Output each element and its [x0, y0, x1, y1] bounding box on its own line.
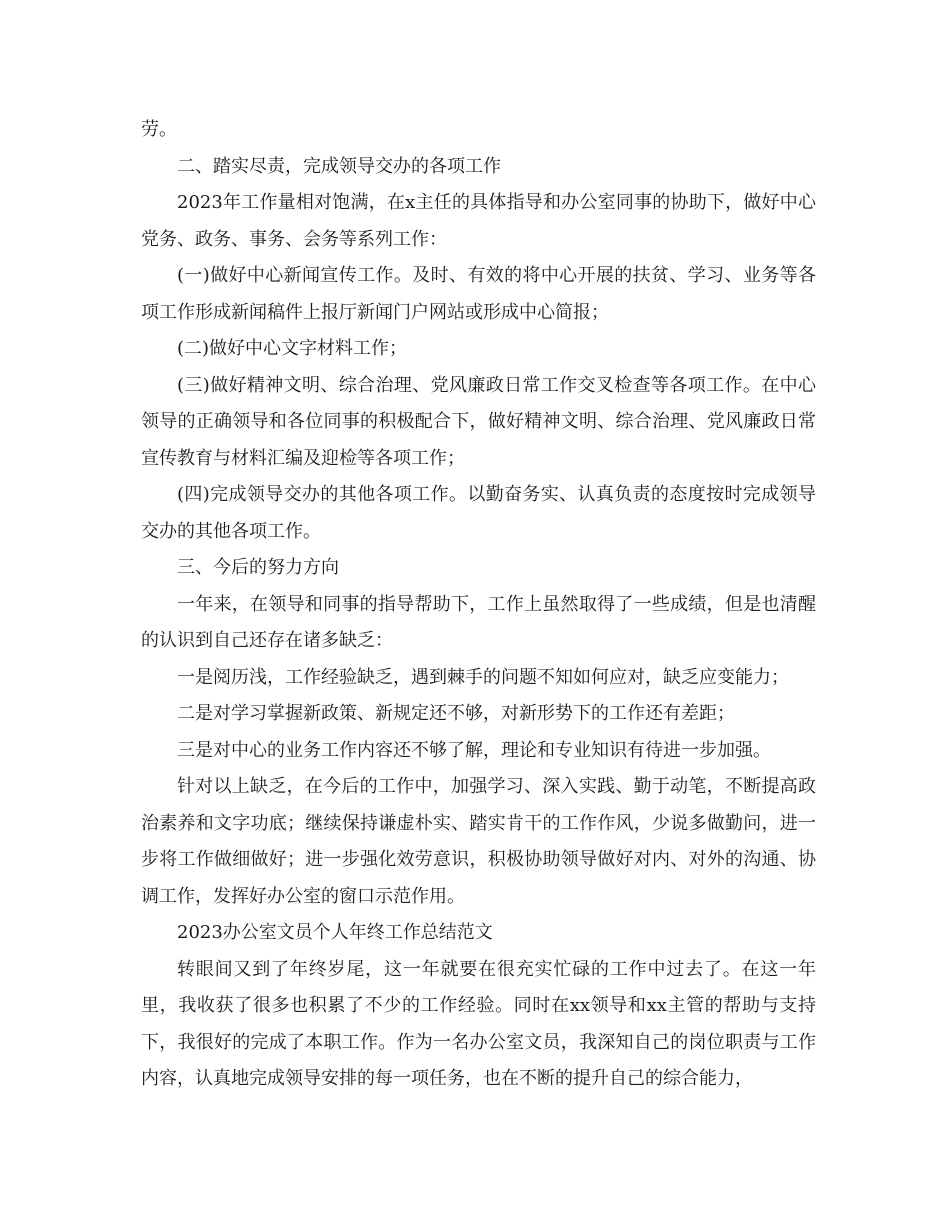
- list-item-4: (四)完成领导交办的其他各项工作。以勤奋务实、认真负责的态度按时完成领导交办的其他各项工作。: [141, 484, 816, 542]
- list-item-1: (一)做好中心新闻宣传工作。及时、有效的将中心开展的扶贫、学习、业务等各项工作形成新闻稿件上报厅新闻门户网站或形成中心简报；: [141, 265, 816, 323]
- section-heading-2: 二、踏实尽责，完成领导交办的各项工作: [177, 155, 501, 177]
- paragraph: 针对以上缺乏，在今后的工作中，加强学习、深入实践、勤于动笔，不断提高政治素养和文字功底；继续保持谦虚朴实、踏实肯干的工作作风，少说多做勤问，进一步将工作做细做好；进一步强化效劳意识，积极协助领导做好对内、对外的沟通、协调工作，发挥好办公室的窗口示范作用。: [141, 776, 816, 907]
- list-item-3: (三)做好精神文明、综合治理、党风廉政日常工作交叉检查等各项工作。在中心领导的正确领导和各位同事的积极配合下，做好精神文明、综合治理、党风廉政日常宣传教育与材料汇编及迎检等各项工作；: [141, 374, 816, 469]
- paragraph: 2023年工作量相对饱满，在x主任的具体指导和办公室同事的协助下，做好中心党务、政务、事务、会务等系列工作：: [141, 192, 816, 250]
- paragraph: 一年来，在领导和同事的指导帮助下，工作上虽然取得了一些成绩，但是也清醒的认识到自己还存在诸多缺乏：: [141, 593, 816, 651]
- section-heading-3: 三、今后的努力方向: [177, 557, 339, 578]
- list-item-2: (二)做好中心文字材料工作；: [177, 338, 408, 359]
- shortcoming-2: 二是对学习掌握新政策、新规定还不够，对新形势下的工作还有差距；: [177, 703, 735, 724]
- shortcoming-1: 一是阅历浅，工作经验缺乏，遇到棘手的问题不知如何应对，缺乏应变能力；: [177, 666, 789, 688]
- shortcoming-3: 三是对中心的业务工作内容还不够了解，理论和专业知识有待进一步加强。: [177, 739, 771, 761]
- paragraph-continuation: 劳。: [141, 119, 177, 140]
- article-title: 2023办公室文员个人年终工作总结范文: [177, 922, 493, 943]
- document-body: [141, 112, 816, 1098]
- paragraph: 转眼间又到了年终岁尾，这一年就要在很充实忙碌的工作中过去了。在这一年里，我收获了很多也积累了不少的工作经验。同时在xx领导和xx主管的帮助与支持下，我很好的完成了本职工作。作为一名办公室文员，我深知自己的岗位职责与工作内容，认真地完成领导安排的每一项任务，也在不断的提升自己的综合能力，: [141, 958, 816, 1089]
